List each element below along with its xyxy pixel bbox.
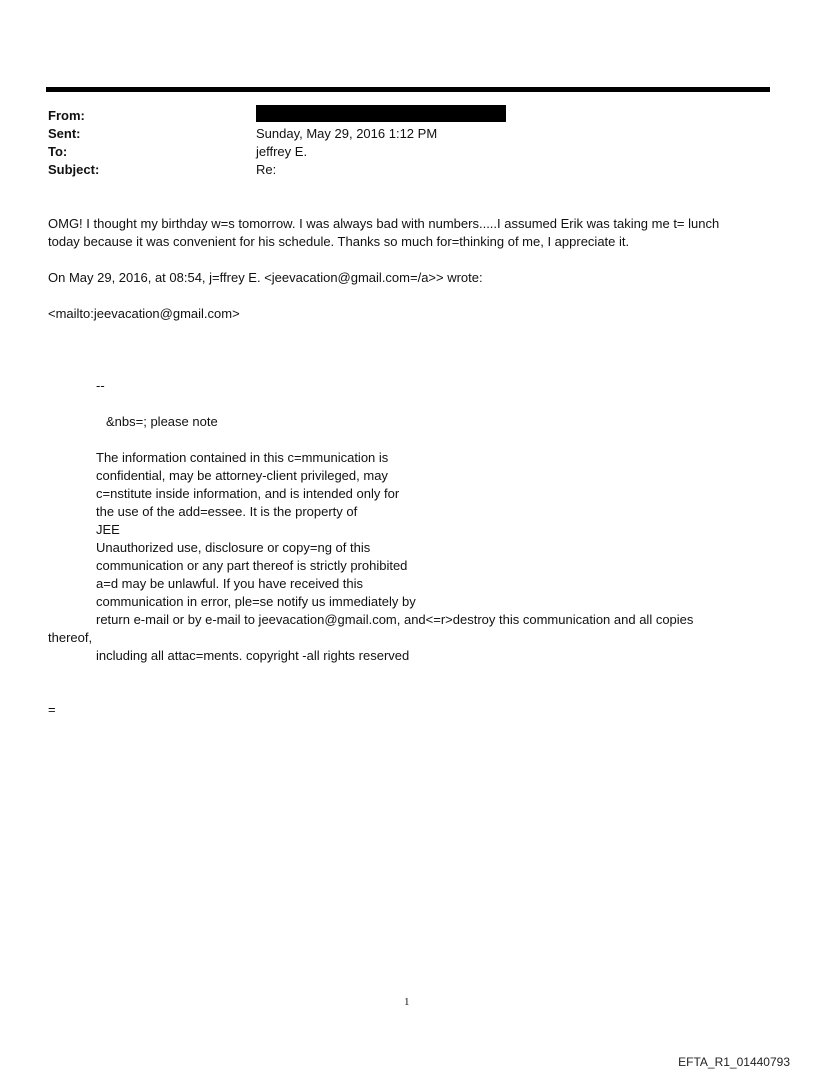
document-id: EFTA_R1_01440793 [678,1055,790,1069]
signature-dashes: -- [96,378,105,393]
header-rule [46,87,770,92]
sent-value: Sunday, May 29, 2016 1:12 PM [256,126,438,141]
disclaimer-line: Unauthorized use, disclosure or copy=ng of this [96,540,371,555]
disclaimer-line: confidential, may be attorney-client privileged, may [96,468,388,483]
disclaimer-line: c=nstitute inside information, and is intended only for [96,486,400,501]
disclaimer-line: communication in error, ple=se notify us immediately by [96,594,416,609]
disclaimer-line: a=d may be unlawful. If you have received this [96,576,364,591]
message-line-1: OMG! I thought my birthday w=s tomorrow. I was always bad with numbers.....I assumed Erik was taking me t= lunch [48,216,720,231]
disclaimer-line: the use of the add=essee. It is the property of [96,504,358,519]
redacted-sender [256,105,506,122]
subject-label: Subject: [48,162,100,177]
sent-label: Sent: [48,126,81,141]
disclaimer-thereof: thereof, [48,630,93,645]
message-line-2: today because it was convenient for his schedule. Thanks so much for=thinking of me, I appreciate it. [48,234,630,249]
please-note: &nbs=; please note [106,414,218,429]
to-value: jeffrey E. [256,144,308,159]
to-label: To: [48,144,68,159]
quote-intro: On May 29, 2016, at 08:54, j=ffrey E. <jeevacation@gmail.com=/a>> wrote: [48,270,483,285]
subject-value: Re: [256,162,277,177]
disclaimer-line: JEE [96,522,120,537]
page-number: 1 [404,996,410,1008]
from-label: From: [48,108,85,123]
mailto-link: <mailto:jeevacation@gmail.com> [48,306,240,321]
disclaimer-line: return e-mail or by e-mail to jeevacation@gmail.com, and<=r>destroy this communication and all copies [96,612,694,627]
disclaimer-line: communication or any part thereof is strictly prohibited [96,558,408,573]
disclaimer-line: The information contained in this c=mmunication is [96,450,389,465]
trailing-equals: = [48,702,56,717]
disclaimer-final: including all attac=ments. copyright -all rights reserved [96,648,410,663]
